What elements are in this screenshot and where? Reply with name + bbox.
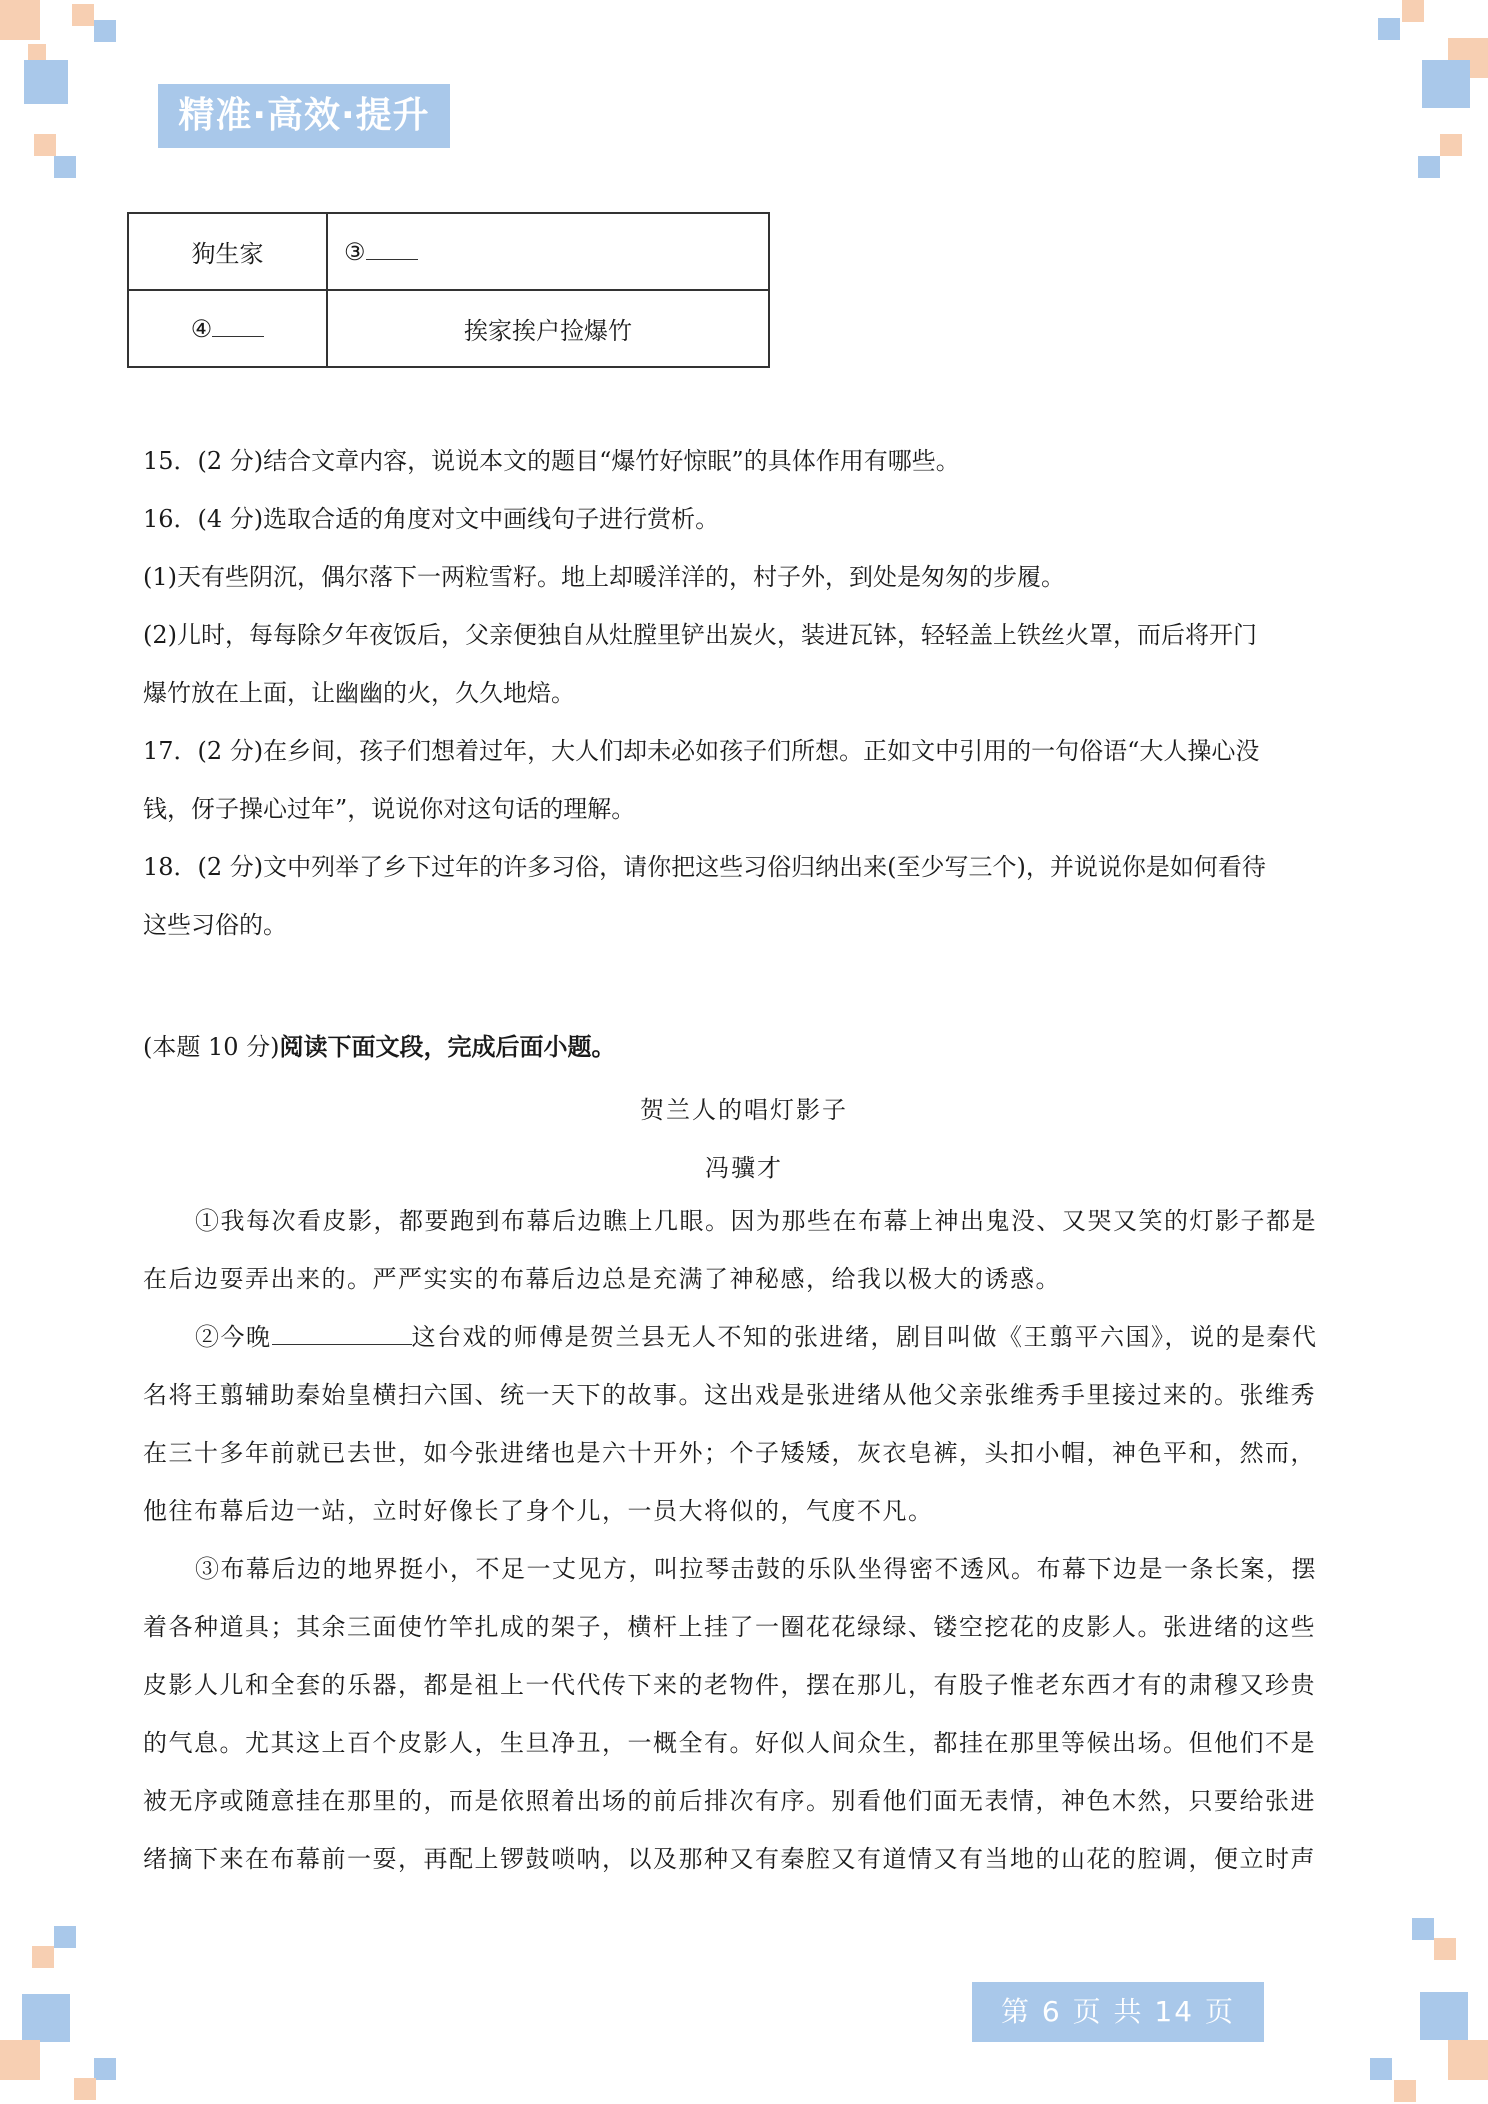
question-line: 17．(2 分)在乡间，孩子们想着过年，大人们却未必如孩子们所想。正如文中引用的一句俗语“大人操心没: [143, 737, 1260, 765]
question-16-sub1: [143, 548, 1348, 606]
paragraph-line: ①我每次看皮影，都要跑到布幕后边瞧上几眼。因为那些在布幕上神出鬼没、又哭又笑的灯影子都是: [195, 1207, 1317, 1235]
paragraph-line: 名将王翦辅助秦始皇横扫六国、统一天下的故事。这出戏是张进绪从他父亲张维秀手里接过来的。张维秀: [143, 1381, 1316, 1409]
paragraph-line: 他往布幕后边一站，立时好像长了身个儿，一员大将似的，气度不凡。: [143, 1497, 934, 1525]
question-line: 16．(4 分)选取合适的角度对文中画线句子进行赏析。: [143, 505, 720, 533]
answer-blank[interactable]: [272, 1320, 412, 1345]
question-line: 钱，伢子操心过年”，说说你对这句话的理解。: [143, 795, 636, 823]
blank-label: ③: [344, 238, 366, 266]
paragraph-line: 皮影人儿和全套的乐器，都是祖上一代代传下来的老物件，摆在那儿，有股子惟老东西才有的肃穆又珍贵: [143, 1671, 1316, 1699]
paragraph-line: 在后边耍弄出来的。严严实实的布幕后边总是充满了神秘感，给我以极大的诱惑。: [143, 1265, 1061, 1293]
essay-author: 冯骥才: [705, 1154, 783, 1182]
essay-paragraph-1: [143, 1192, 1348, 1308]
page-number: 第 6 页 共 14 页: [972, 1982, 1264, 2042]
question-18: [143, 838, 1348, 954]
question-16: [143, 490, 1348, 548]
section-instruction: 阅读下面文段，完成后面小题。: [279, 1032, 616, 1061]
blank-label: ④: [190, 315, 213, 343]
paragraph-line: 着各种道具；其余三面使竹竿扎成的架子，横杆上挂了一圈花花绿绿、镂空挖花的皮影人。张进绪的这些: [143, 1613, 1316, 1641]
table-cell: 狗生家: [128, 213, 327, 290]
question-16-sub2: [143, 606, 1348, 722]
question-17: [143, 722, 1348, 838]
fill-in-table: [127, 212, 770, 368]
paragraph-line: ③布幕后边的地界挺小，不足一丈见方，叫拉琴击鼓的乐队坐得密不透风。布幕下边是一条长案，摆: [195, 1555, 1317, 1583]
paragraph-line: 在三十多年前就已去世，如今张进绪也是六十开外；个子矮矮，灰衣皂裤，头扣小帽，神色平和，然而，: [143, 1439, 1316, 1467]
section-heading: [143, 1018, 616, 1076]
paragraph-line: 绪摘下来在布幕前一耍，再配上锣鼓唢呐，以及那种又有秦腔又有道情又有当地的山花的腔调，便立时声: [143, 1845, 1316, 1873]
question-line: (1)天有些阴沉，偶尔落下一两粒雪籽。地上却暖洋洋的，村子外，到处是匆匆的步履。: [143, 563, 1065, 591]
table-cell: [327, 213, 769, 290]
table-row: [128, 290, 769, 367]
question-line: (2)儿时，每每除夕年夜饭后，父亲便独自从灶膛里铲出炭火，装进瓦钵，轻轻盖上铁丝火罩，而后将开门: [143, 621, 1257, 649]
paragraph-line: ②今晚 这台戏的师傅是贺兰县无人不知的张进绪，剧目叫做《王翦平六国》，说的是秦代: [143, 1308, 1348, 1366]
essay-paragraph-2: [143, 1308, 1348, 1540]
essay-title: 贺兰人的唱灯影子: [640, 1096, 848, 1124]
table-row: [128, 213, 769, 290]
section-score: (本题 10 分): [143, 1033, 280, 1061]
header-banner: 精准·高效·提升: [158, 84, 450, 148]
answer-blank[interactable]: [366, 237, 418, 260]
question-15: [143, 432, 1348, 490]
answer-blank[interactable]: [212, 314, 264, 337]
question-line: 爆竹放在上面，让幽幽的火，久久地焙。: [143, 679, 575, 707]
question-line: 15．(2 分)结合文章内容，说说本文的题目“爆竹好惊眠”的具体作用有哪些。: [143, 447, 960, 475]
question-line: 18．(2 分)文中列举了乡下过年的许多习俗，请你把这些习俗归纳出来(至少写三个)，并说说你是如何看待: [143, 853, 1266, 881]
table-cell: 挨家挨户捡爆竹: [327, 290, 769, 367]
paragraph-line: 的气息。尤其这上百个皮影人，生旦净丑，一概全有。好似人间众生，都挂在那里等候出场。但他们不是: [143, 1729, 1316, 1757]
table-cell: [128, 290, 327, 367]
paragraph-line: 被无序或随意挂在那里的，而是依照着出场的前后排次有序。别看他们面无表情，神色木然，只要给张进: [143, 1787, 1316, 1815]
essay-paragraph-3: [143, 1540, 1348, 1888]
question-line: 这些习俗的。: [143, 911, 287, 939]
